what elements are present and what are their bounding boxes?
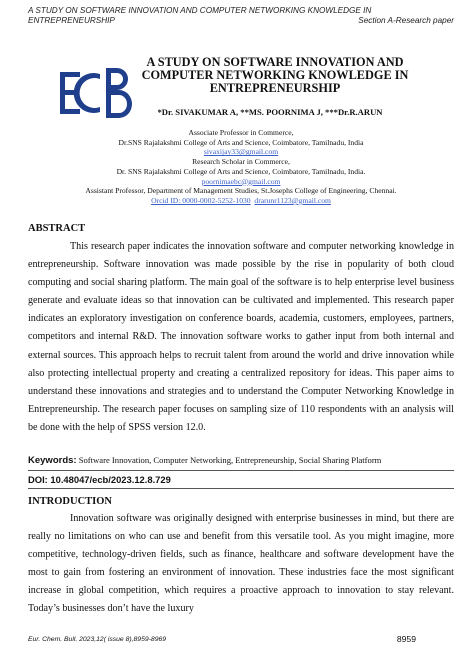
author-list: *Dr. SIVAKUMAR A, **MS. POORNIMA J, ***Dr.R.ARUN bbox=[157, 107, 383, 117]
affiliation-2-role: Research Scholar in Commerce, bbox=[192, 157, 290, 167]
introduction-heading: INTRODUCTION bbox=[28, 496, 113, 507]
orcid-link[interactable]: Orcid ID: 0000-0002-5252-1030 bbox=[151, 195, 251, 205]
affiliation-1-institution: Dr.SNS Rajalakshmi College of Arts and Science, Coimbatore, Tamilnadu, India bbox=[118, 137, 364, 147]
ecb-logo-icon bbox=[60, 68, 132, 118]
author-3-email-link[interactable]: drarunr1123@gmail.com bbox=[254, 195, 331, 205]
journal-logo bbox=[56, 64, 136, 122]
section-label: Section A-Research paper bbox=[358, 16, 454, 25]
paper-title: A STUDY ON SOFTWARE INNOVATION AND COMPUTER NETWORKING KNOWLEDGE IN ENTREPRENEURSHIP bbox=[141, 55, 409, 95]
running-title-line2: ENTREPRENEURSHIP bbox=[28, 16, 115, 25]
running-title-line1: A STUDY ON SOFTWARE INNOVATION AND COMPUTER NETWORKING KNOWLEDGE IN bbox=[28, 6, 372, 15]
divider bbox=[28, 470, 454, 471]
keywords-label: Keywords: bbox=[28, 455, 77, 466]
abstract-heading: ABSTRACT bbox=[28, 223, 86, 234]
introduction-body: Innovation software was originally designed with enterprise businesses in mind, but there are really no limitations on who can use and benefit from this versatile tool. As you might imagine, more competitive, technology-driven fields, such as finance, healthcare and software development have the most to gain from fostering an environment of innovation. These industries face the most significant increase in global competition, which requires a proactive approach to innovation to stay relevant. Today’s businesses don’t have the luxury bbox=[28, 513, 454, 615]
keywords-line bbox=[28, 455, 454, 466]
running-header bbox=[28, 6, 454, 26]
footer-citation: Eur. Chem. Bull. 2023,12( issue 8),8959-8969 bbox=[28, 636, 167, 643]
affiliation-2-institution: Dr. SNS Rajalakshmi College of Arts and Science, Coimbatore, Tamilnadu, India. bbox=[116, 166, 366, 176]
author-1-email-link[interactable]: sivaxijay33@gmail.com bbox=[203, 147, 279, 157]
doi-line: DOI: 10.48047/ecb/2023.12.8.729 bbox=[28, 474, 171, 485]
affiliations bbox=[28, 128, 454, 206]
page-number: 8959 bbox=[396, 634, 416, 644]
abstract-body: This research paper indicates the innovation software and computer networking knowledge in entrepreneurship. Software innovation was made possible by the rise in popularity of both cloud computing and social sharing platform. The main goal of the software is to help enterprise level business generate and evaluate ideas so that innovation can be cultivated and implemented. This research paper indicates an exploratory investigation on conference boards, academia, customers, employees, partners, competitors and internal R&D. The innovation software works to gather input from both internal and external sources. This approach helps to recruit talent from around the world and drive innovation while also protecting intellectual property and creating a centralized repository for ideas. This paper aims to understand these innovations and strategies and to understand the Computer Networking Knowledge in Entrepreneurship. The research paper focuses on sampling size of 110 respondents with an analysis will be done with the help of SPSS version 12.0. bbox=[28, 241, 454, 433]
affiliation-1-role: Associate Professor in Commerce, bbox=[188, 128, 294, 137]
author-2-email-link[interactable]: poornimaebc@gmail.com bbox=[201, 176, 281, 186]
affiliation-3-role: Assistant Professor, Department of Management Studies, St.Josephs College of Engineering, Chennai. bbox=[85, 186, 397, 196]
divider bbox=[28, 488, 454, 489]
keywords-text: Software Innovation, Computer Networking, Entrepreneurship, Social Sharing Platform bbox=[78, 455, 382, 465]
